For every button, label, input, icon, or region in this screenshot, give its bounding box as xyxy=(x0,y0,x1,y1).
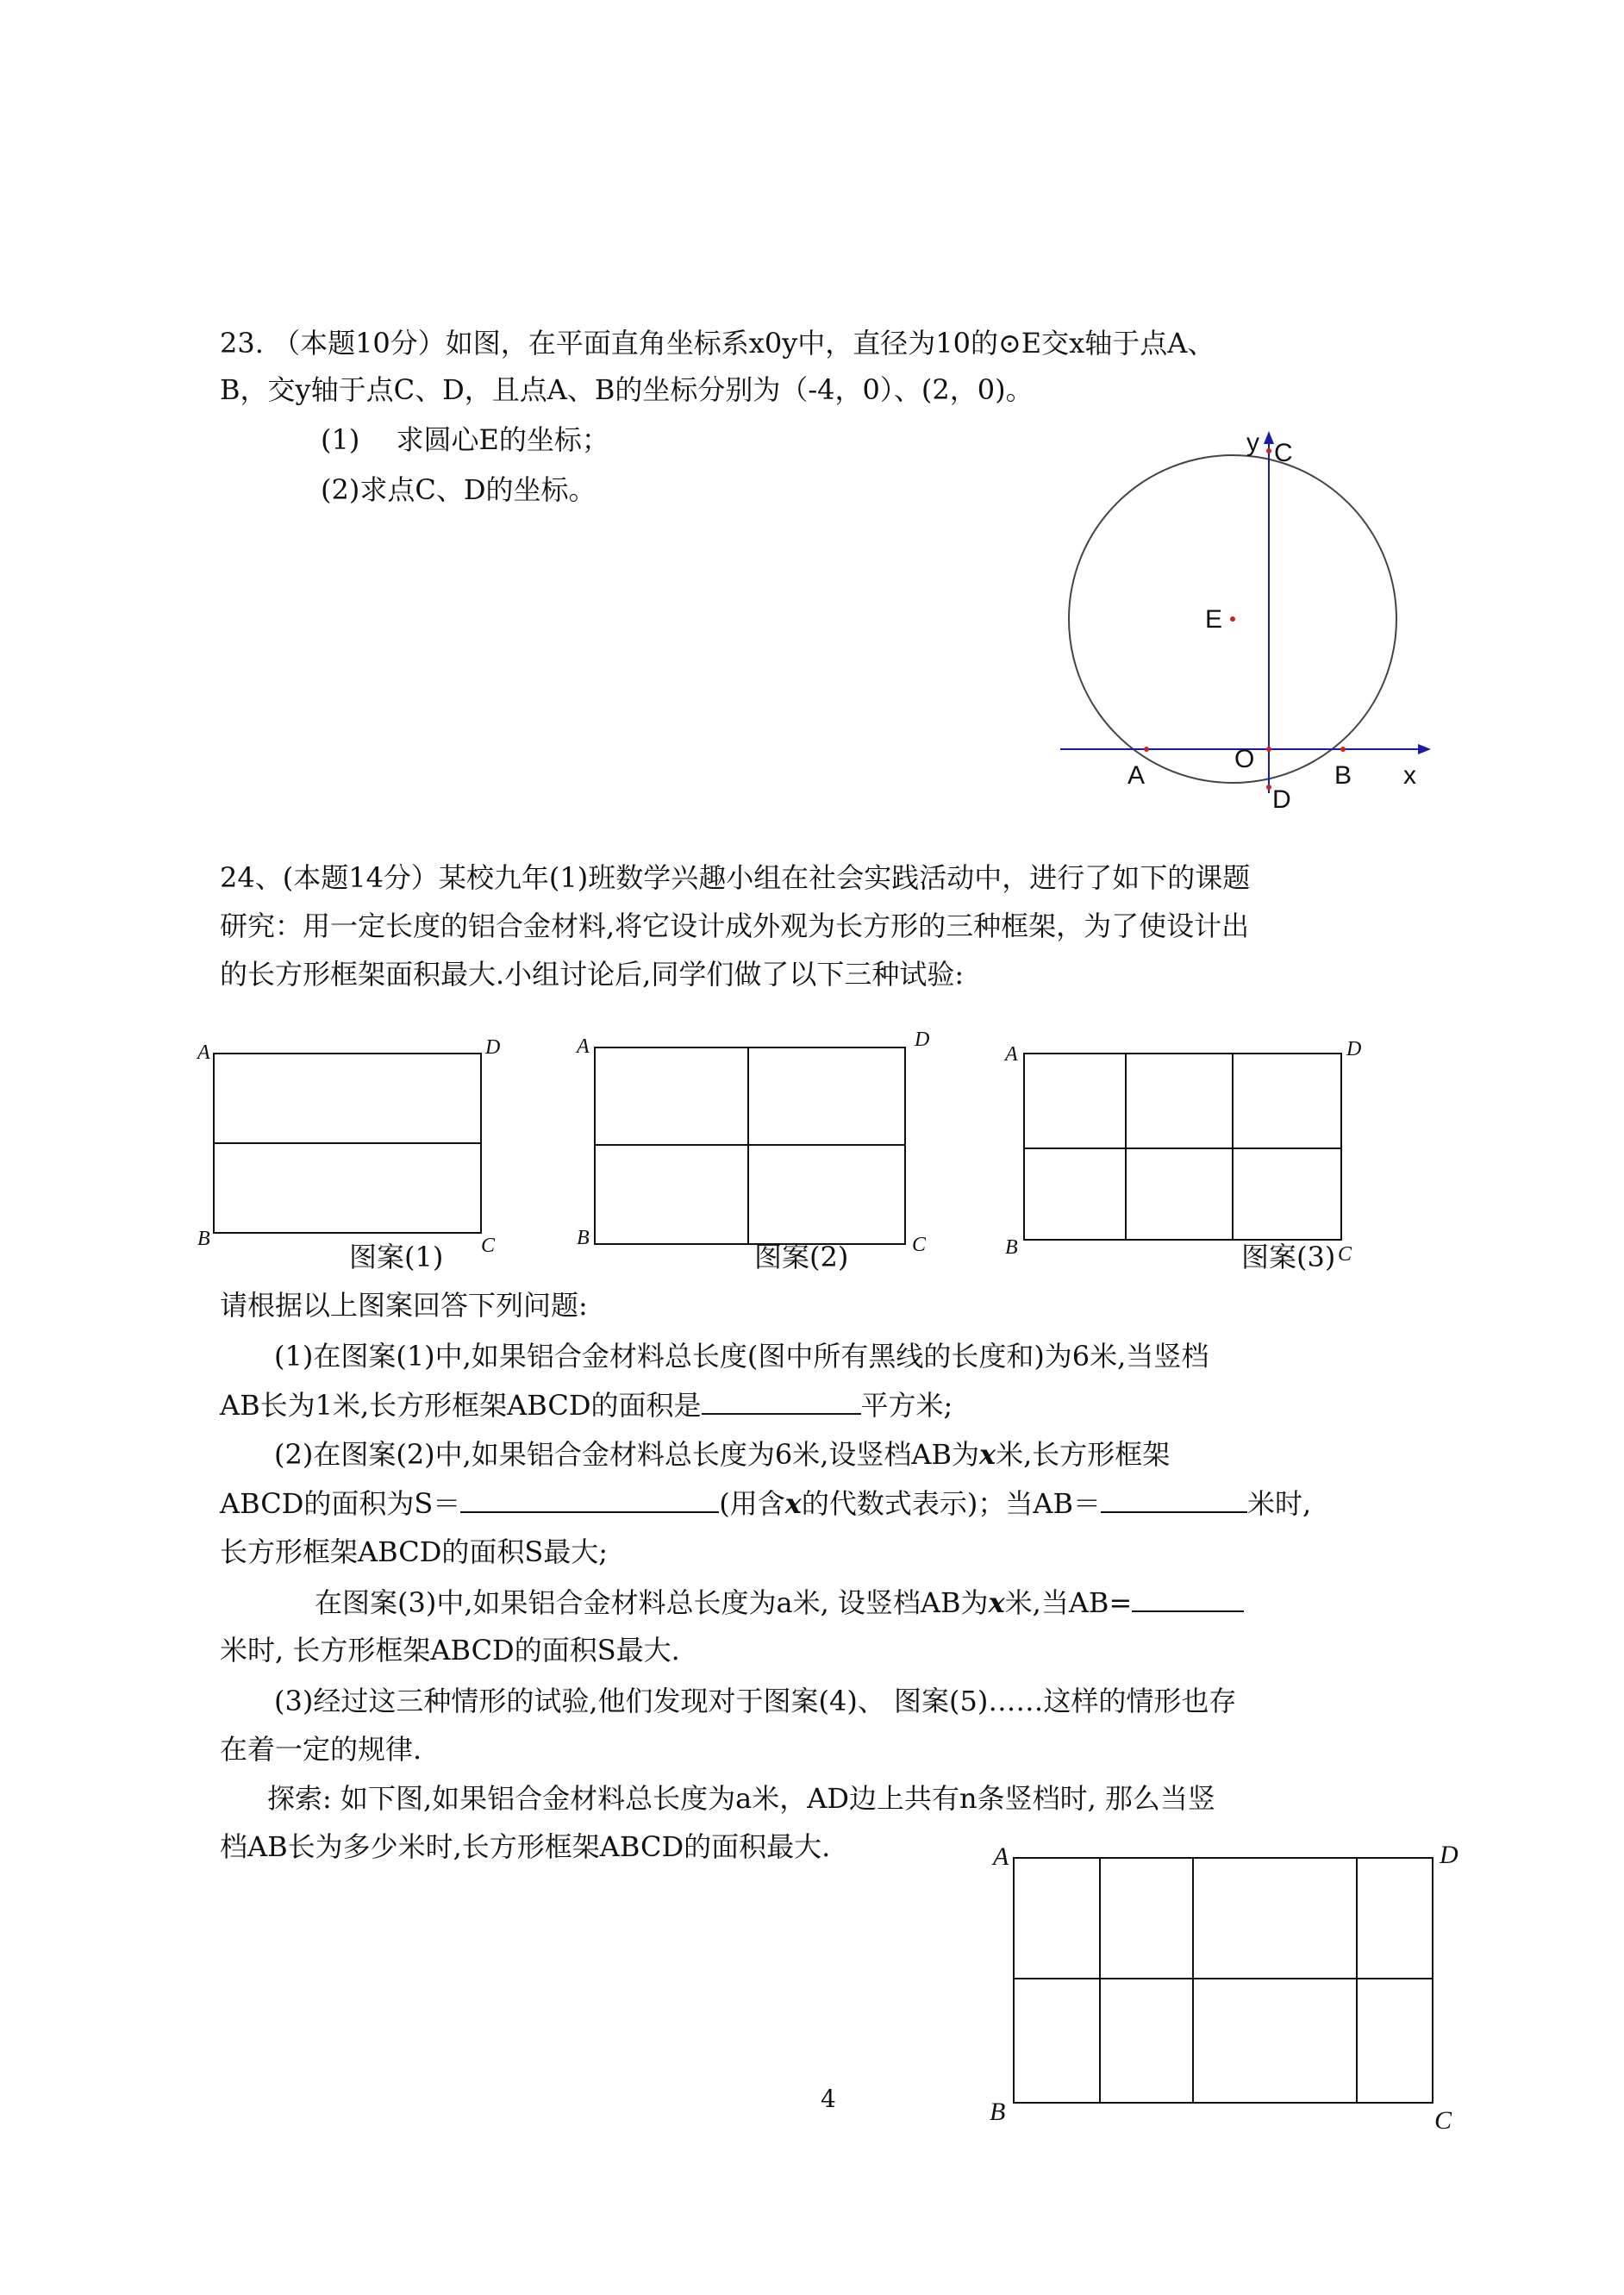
fig2-label: 图案(2) xyxy=(754,1241,849,1273)
point-D xyxy=(1266,785,1271,790)
point-A xyxy=(1144,747,1149,752)
explore-corner-B: B xyxy=(990,2098,1006,2126)
point-C xyxy=(1266,448,1271,453)
explore-frame xyxy=(1014,1858,1433,2103)
q23-circle-figure xyxy=(1052,427,1448,832)
q24-p2-line1 xyxy=(274,1437,1170,1472)
q23-part2: (2)求点C、D的坐标。 xyxy=(321,473,597,506)
q24-p2b-line1-text-b: 米,当AB= xyxy=(1004,1586,1133,1619)
label-y: y xyxy=(1246,428,1259,457)
fig3-corner-A: A xyxy=(1005,1043,1018,1066)
q24-p2b-line2: 米时, 长方形框架ABCD的面积S最大. xyxy=(220,1634,680,1667)
explore-corner-A: A xyxy=(993,1842,1009,1871)
var-x: x xyxy=(979,1438,996,1471)
q24-p2-line1-text-a: (2)在图案(2)中,如果铝合金材料总长度为6米,设竖档AB为 xyxy=(274,1438,979,1471)
point-O xyxy=(1266,747,1271,752)
q23-part1: (1) 求圆心E的坐标； xyxy=(321,423,609,456)
label-A: A xyxy=(1127,761,1146,790)
explore-corner-C: C xyxy=(1434,2106,1452,2135)
q24-p2b-line1 xyxy=(315,1585,1244,1620)
explore-corner-D: D xyxy=(1440,1841,1458,1869)
point-E xyxy=(1230,616,1235,622)
fig1-corner-D: D xyxy=(485,1036,501,1059)
label-B: B xyxy=(1334,761,1352,790)
q24-p3-line1: (3)经过这三种情形的试验,他们发现对于图案(4)、 图案(5)……这样的情形也存 xyxy=(274,1685,1237,1717)
point-B xyxy=(1340,747,1346,752)
q24-p2-line3: 长方形框架ABCD的面积S最大; xyxy=(220,1535,609,1568)
fig2-corner-B: B xyxy=(577,1227,590,1249)
figure-2 xyxy=(573,1030,935,1272)
q24-stem-line1: 24、(本题14分）某校九年(1)班数学兴趣小组在社会实践活动中，进行了如下的课题 xyxy=(220,861,1251,894)
q24-p2-line2 xyxy=(220,1485,1311,1521)
label-E: E xyxy=(1205,605,1223,634)
q24-p1-line2-text-a: AB长为1米,长方形框架ABCD的面积是 xyxy=(220,1389,702,1422)
q24-p3-line2: 在着一定的规律. xyxy=(220,1733,422,1766)
fig1-corner-C: C xyxy=(481,1235,496,1257)
q24-stem-line2: 研究：用一定长度的铝合金材料,将它设计成外观为长方形的三种框架，为了使设计出 xyxy=(220,910,1250,942)
answer-blank-4[interactable] xyxy=(1132,1585,1244,1612)
q24-p2-line2-text-b: (用含 xyxy=(719,1487,785,1520)
q24-p2-line2-text-c: 的代数式表示)；当AB＝ xyxy=(801,1487,1101,1520)
fig3-corner-C: C xyxy=(1338,1243,1352,1266)
q24-p2-line2-text-a: ABCD的面积为S＝ xyxy=(220,1487,461,1520)
q24-p1-line2 xyxy=(220,1387,953,1423)
fig1-corner-B: B xyxy=(197,1228,210,1250)
y-axis-arrow xyxy=(1264,431,1274,444)
fig2-corner-C: C xyxy=(912,1234,927,1256)
q24-stem-line3: 的长方形框架面积最大.小组讨论后,同学们做了以下三种试验: xyxy=(220,958,965,991)
answer-blank-2[interactable] xyxy=(460,1485,719,1513)
label-x: x xyxy=(1403,761,1416,790)
fig2-corner-D: D xyxy=(915,1029,930,1051)
q24-p2-line1-text-b: 米,长方形框架 xyxy=(996,1438,1171,1471)
explore-figure xyxy=(983,1832,1483,2151)
q24-explore-line2: 档AB长为多少米时,长方形框架ABCD的面积最大. xyxy=(220,1830,831,1863)
fig1-label: 图案(1) xyxy=(349,1241,444,1273)
label-C: C xyxy=(1274,439,1293,467)
fig3-frame xyxy=(1024,1054,1341,1240)
q24-p1-line1: (1)在图案(1)中,如果铝合金材料总长度(图中所有黑线的长度和)为6米,当竖档 xyxy=(274,1340,1209,1373)
q23-stem-line2: B，交y轴于点C、D，且点A、B的坐标分别为（-4，0）、(2，0)。 xyxy=(220,373,1034,406)
q24-prompt: 请根据以上图案回答下列问题: xyxy=(220,1289,588,1322)
x-axis-arrow xyxy=(1418,744,1431,754)
fig3-corner-B: B xyxy=(1005,1236,1018,1259)
q24-explore-line1: 探索: 如下图,如果铝合金材料总长度为a米，AD边上共有n条竖档时, 那么当竖 xyxy=(267,1782,1215,1815)
label-O: O xyxy=(1234,745,1255,773)
q24-p2b-line1-text-a: 在图案(3)中,如果铝合金材料总长度为a米, 设竖档AB为 xyxy=(315,1586,989,1619)
page-number: 4 xyxy=(821,2085,836,2113)
label-D: D xyxy=(1272,785,1291,814)
fig2-corner-A: A xyxy=(577,1035,590,1058)
q24-p2-line2-text-d: 米时, xyxy=(1247,1487,1312,1520)
var-x: x xyxy=(988,1586,1005,1619)
q23-stem-line1: 23. （本题10分）如图，在平面直角坐标系x0y中，直径为10的⊙E交x轴于点A、 xyxy=(220,327,1215,360)
q24-p1-line2-text-b: 平方米; xyxy=(860,1389,953,1422)
fig1-corner-A: A xyxy=(197,1041,210,1064)
fig3-label: 图案(3) xyxy=(1241,1241,1336,1273)
fig3-corner-D: D xyxy=(1346,1038,1362,1060)
var-x: x xyxy=(784,1487,802,1520)
answer-blank-1[interactable] xyxy=(702,1387,861,1415)
answer-blank-3[interactable] xyxy=(1101,1485,1247,1513)
